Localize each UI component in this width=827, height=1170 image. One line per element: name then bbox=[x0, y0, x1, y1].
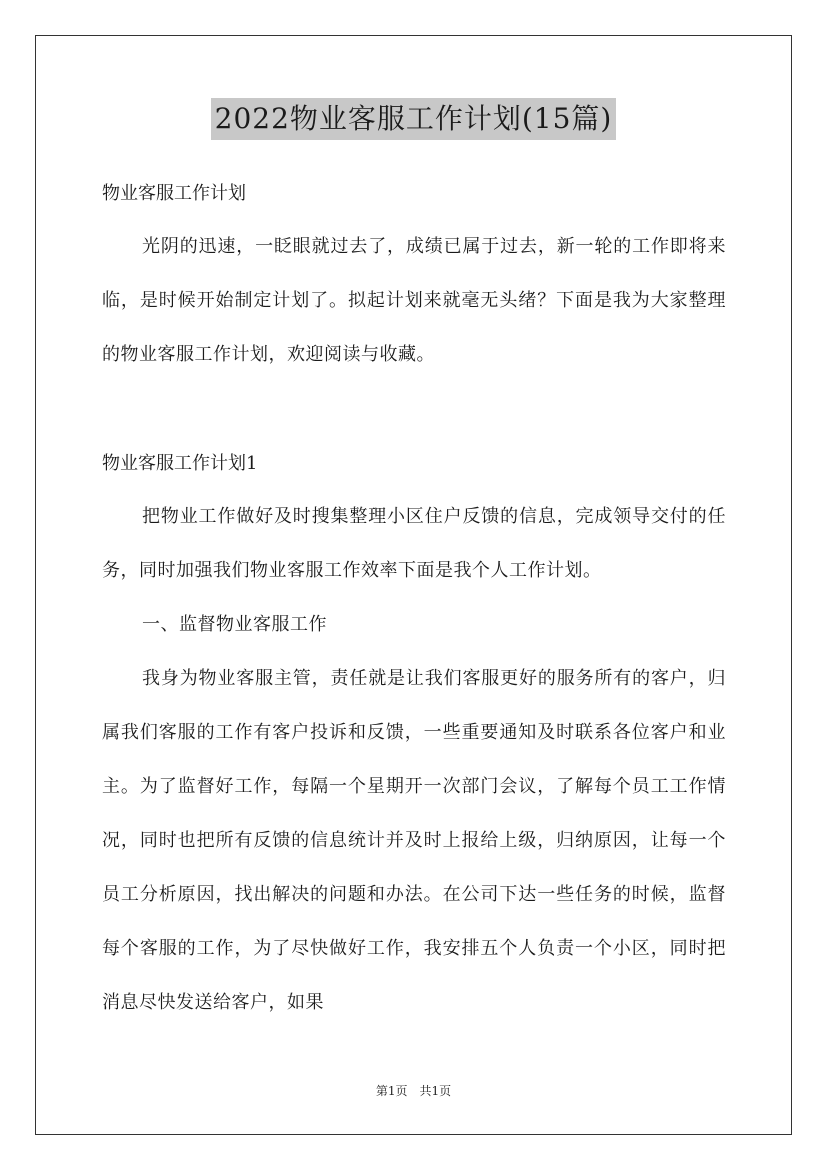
subsection1-heading: 一、监督物业客服工作 bbox=[142, 614, 327, 635]
spacer bbox=[102, 382, 726, 438]
title-container bbox=[0, 98, 827, 140]
page-footer: 第1页 共1页 bbox=[375, 1084, 452, 1098]
subsection1-paragraph: 我身为物业客服主管，责任就是让我们客服更好的服务所有的客户，归属我们客服的工作有客户投诉和反馈，一些重要通知及时联系各位客户和业主。为了监督好工作，每隔一个星期开一次部门会议，了解每个员工工作情况，同时也把所有反馈的信息统计并及时上报给上级，归纳原因，让每一个员工分析原因，找出解决的问题和办法。在公司下达一些任务的时候，监督每个客服的工作，为了尽快做好工作，我安排五个人负责一个小区，同时把消息尽快发送给客户，如果 bbox=[102, 668, 726, 1013]
document-body bbox=[102, 168, 726, 1030]
intro-paragraph: 光阴的迅速，一眨眼就过去了，成绩已属于过去，新一轮的工作即将来临，是时候开始制定计划了。拟起计划来就毫无头绪？下面是我为大家整理的物业客服工作计划，欢迎阅读与收藏。 bbox=[102, 236, 726, 365]
document-title: 2022物业客服工作计划(15篇) bbox=[211, 98, 617, 140]
section1-heading: 物业客服工作计划1 bbox=[102, 453, 258, 474]
intro-heading: 物业客服工作计划 bbox=[102, 183, 246, 204]
section1-paragraph: 把物业工作做好及时搜集整理小区住户反馈的信息，完成领导交付的任务，同时加强我们物业客服工作效率下面是我个人工作计划。 bbox=[102, 506, 726, 581]
